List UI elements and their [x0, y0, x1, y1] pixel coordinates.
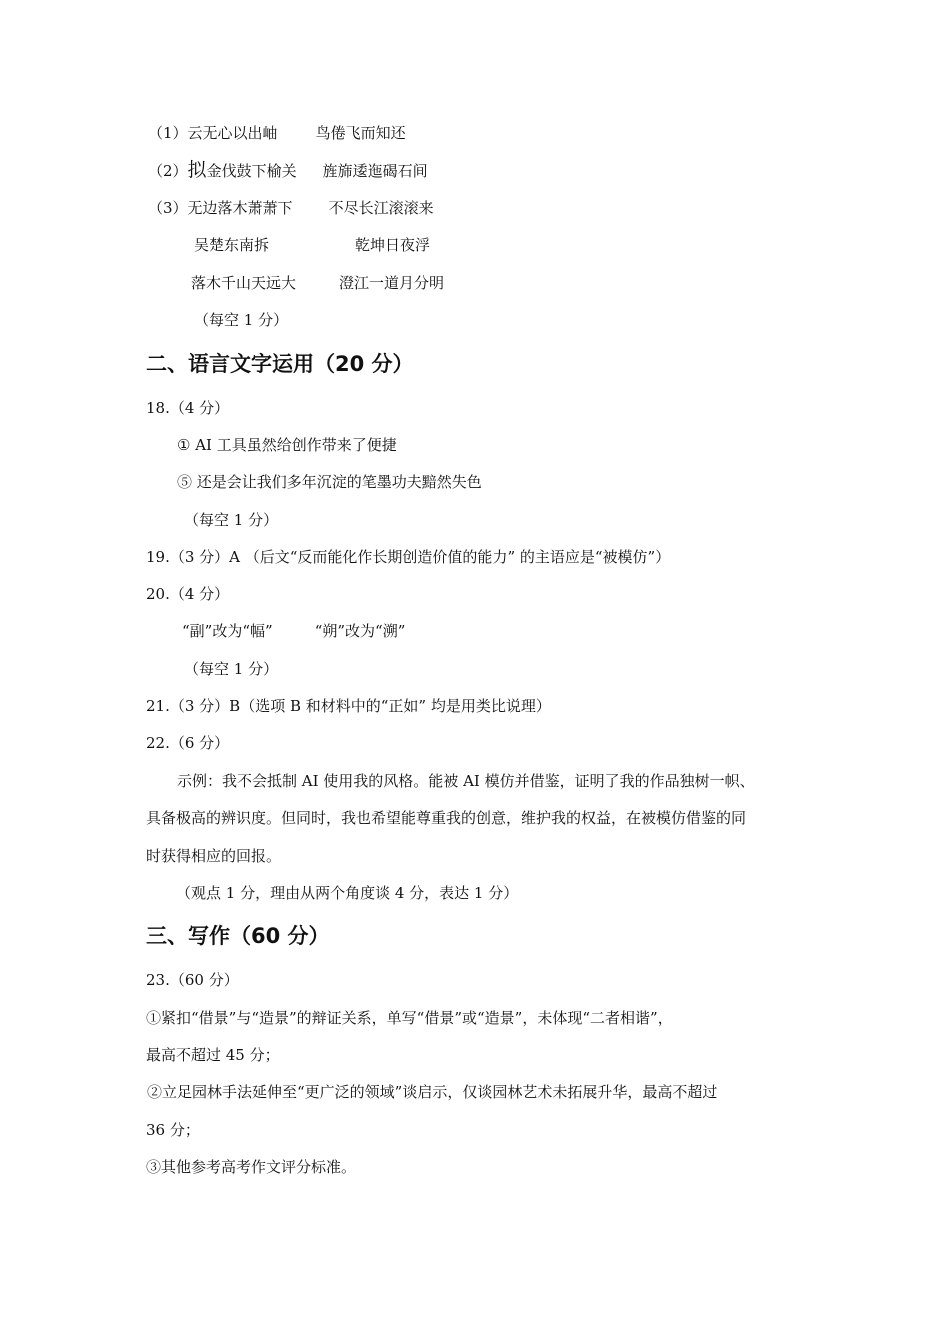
poem-text-b: 旌旆逶迤碣石间 [322, 162, 428, 180]
poem-text-b: 鸟倦飞而知还 [315, 124, 406, 142]
poem-text-a: 云无心以出岫 [187, 124, 278, 142]
section-heading-2: 二、语言文字运用（20 分） [146, 352, 414, 376]
poem-number: （1） [148, 124, 188, 142]
paragraph-line: ③其他参考高考作文评分标准。 [146, 1158, 357, 1176]
score-note: （每空 1 分） [184, 660, 279, 678]
answer-item: “朔”改为“溯” [314, 622, 406, 640]
paragraph-line: ①紧扣“借景”与“造景”的辩证关系，单写“借景”或“造景”，未体现“二者相谐”， [146, 1009, 673, 1027]
poem-big-char: 拟 [187, 159, 207, 181]
poem-line-1 [148, 123, 406, 143]
paragraph-line: 时获得相应的回报。 [146, 847, 282, 865]
paragraph-line: 具备极高的辨识度。但同时，我也希望能尊重我的创意，维护我的权益，在被模仿借鉴的同 [146, 809, 747, 827]
section-heading-3: 三、写作（60 分） [146, 924, 330, 948]
paragraph-line: 示例：我不会抵制 AI 使用我的风格。能被 AI 模仿并借鉴，证明了我的作品独树一帜、 [177, 772, 755, 790]
poem-text-b: 澄江一道月分明 [339, 274, 445, 292]
paragraph-line: ②立足园林手法延伸至“更广泛的领域”谈启示，仅谈园林艺术未拓展升华，最高不超过 [147, 1083, 718, 1101]
poem-line-3 [148, 198, 434, 218]
answer-item: ① AI 工具虽然给创作带来了便捷 [177, 436, 397, 454]
question-22-label: 22.（6 分） [146, 734, 230, 752]
poem-text-b: 乾坤日夜浮 [355, 236, 431, 254]
question-23-label: 23.（60 分） [146, 971, 239, 989]
poem-line-4 [194, 235, 430, 255]
question-20-answers [182, 621, 405, 641]
poem-number: （2） [148, 162, 188, 180]
question-18-label: 18.（4 分） [146, 399, 230, 417]
answer-item: “副”改为“幅” [182, 622, 273, 640]
question-20-label: 20.（4 分） [146, 585, 230, 603]
poem-text-a: 吴楚东南拆 [194, 236, 270, 254]
score-note: （观点 1 分，理由从两个角度谈 4 分，表达 1 分） [176, 884, 519, 902]
paragraph-line: 36 分； [146, 1121, 200, 1139]
poem-text-b: 不尽长江滚滚来 [328, 199, 434, 217]
poem-number: （3） [148, 199, 188, 217]
poem-text-a: 无边落木萧萧下 [187, 199, 293, 217]
poem-line-2 [148, 160, 428, 181]
score-note: （每空 1 分） [184, 511, 279, 529]
poem-text-a: 落木千山天远大 [191, 274, 297, 292]
score-note: （每空 1 分） [194, 311, 289, 329]
paragraph-line: 最高不超过 45 分； [146, 1046, 280, 1064]
question-21: 21.（3 分）B（选项 B 和材料中的“正如” 均是用类比说理） [146, 697, 551, 715]
poem-line-5 [191, 273, 444, 293]
answer-item: ⑤ 还是会让我们多年沉淀的笔墨功夫黯然失色 [177, 473, 482, 491]
poem-text-a: 金伐鼓下榆关 [206, 162, 297, 180]
question-19: 19.（3 分）A （后文“反而能化作长期创造价值的能力” 的主语应是“被模仿”） [146, 548, 671, 566]
